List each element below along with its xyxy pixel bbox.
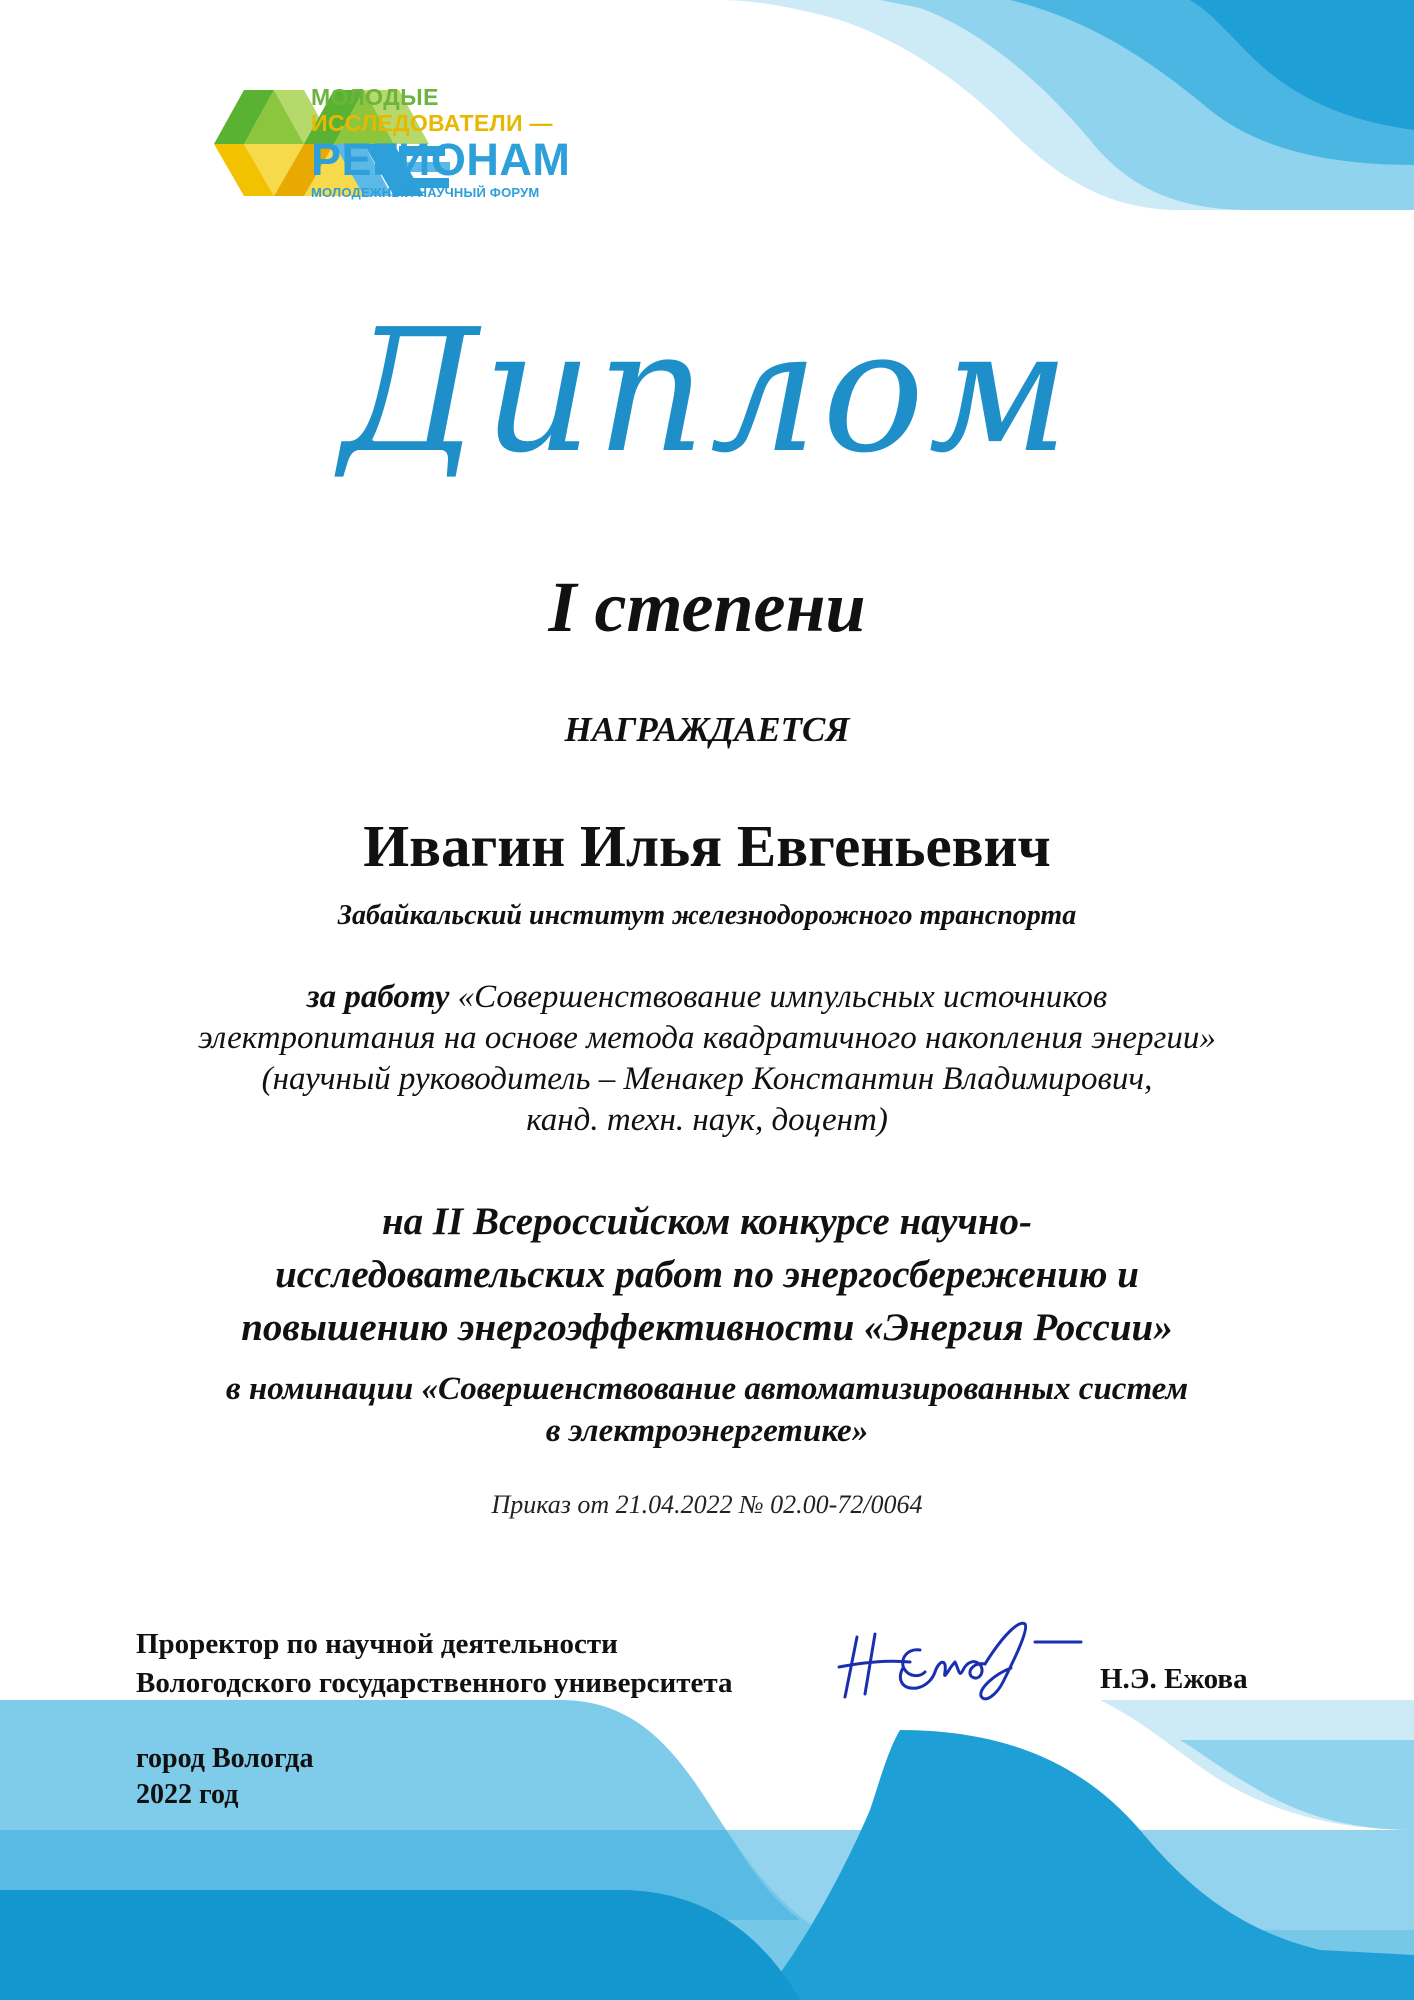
diploma-title xyxy=(0,300,1414,500)
work-title-start: «Совершенствование импульсных источников xyxy=(457,979,1108,1015)
order-reference: Приказ от 21.04.2022 № 02.00-72/0064 xyxy=(491,1490,923,1519)
signatory-position-line-2: Вологодского государственного университета xyxy=(136,1667,733,1699)
logo-wordmark xyxy=(311,86,570,199)
contest-line-1: на II Всероссийском конкурсе научно- xyxy=(381,1200,1033,1243)
work-line-3: (научный руководитель – Менакер Константин Владимирович, xyxy=(261,1061,1153,1097)
work-prefix: за работу xyxy=(306,979,450,1015)
awarded-label: НАГРАЖДАЕТСЯ xyxy=(564,710,850,749)
signatory-name: Н.Э. Ежова xyxy=(1100,1663,1248,1695)
issue-year: 2022 год xyxy=(136,1779,239,1810)
issue-place-date xyxy=(136,1741,313,1813)
work-line-2: электропитания на основе метода квадратичного накопления энергии» xyxy=(198,1020,1216,1056)
nomination-line-2: в электроэнергетике» xyxy=(545,1413,869,1449)
diploma-degree: I степени xyxy=(548,567,866,647)
signatory-position-line-1: Проректор по научной деятельности xyxy=(136,1628,618,1660)
recipient-institution: Забайкальский институт железнодорожного транспорта xyxy=(337,900,1077,931)
work-line-4: канд. техн. наук, доцент) xyxy=(526,1102,888,1138)
nomination-line-1: в номинации «Совершенствование автоматизированных систем xyxy=(225,1371,1189,1407)
logo-line-2: ИССЛЕДОВАТЕЛИ — xyxy=(311,110,553,136)
diploma-title-text: Диплом xyxy=(340,300,1074,491)
handwritten-signature xyxy=(835,1612,1085,1712)
nomination xyxy=(60,1368,1354,1452)
recipient-name: Ивагин Илья Евгеньевич xyxy=(363,813,1051,879)
logo-line-4: МОЛОДЕЖНЫЙ НАУЧНЫЙ ФОРУМ xyxy=(311,185,540,200)
work-description xyxy=(60,977,1354,1141)
logo-line-3: РЕГИОНАМ xyxy=(311,134,571,185)
signatory-position xyxy=(136,1625,732,1703)
contest-line-2: исследовательских работ по энергосбережению и xyxy=(275,1253,1139,1296)
issue-city: город Вологда xyxy=(136,1743,314,1774)
logo-line-1: МОЛОДЫЕ xyxy=(311,84,439,110)
contest-line-3: повышению энергоэффективности «Энергия России» xyxy=(241,1306,1173,1349)
contest-name xyxy=(60,1195,1354,1354)
work-line-1 xyxy=(60,977,1354,1018)
